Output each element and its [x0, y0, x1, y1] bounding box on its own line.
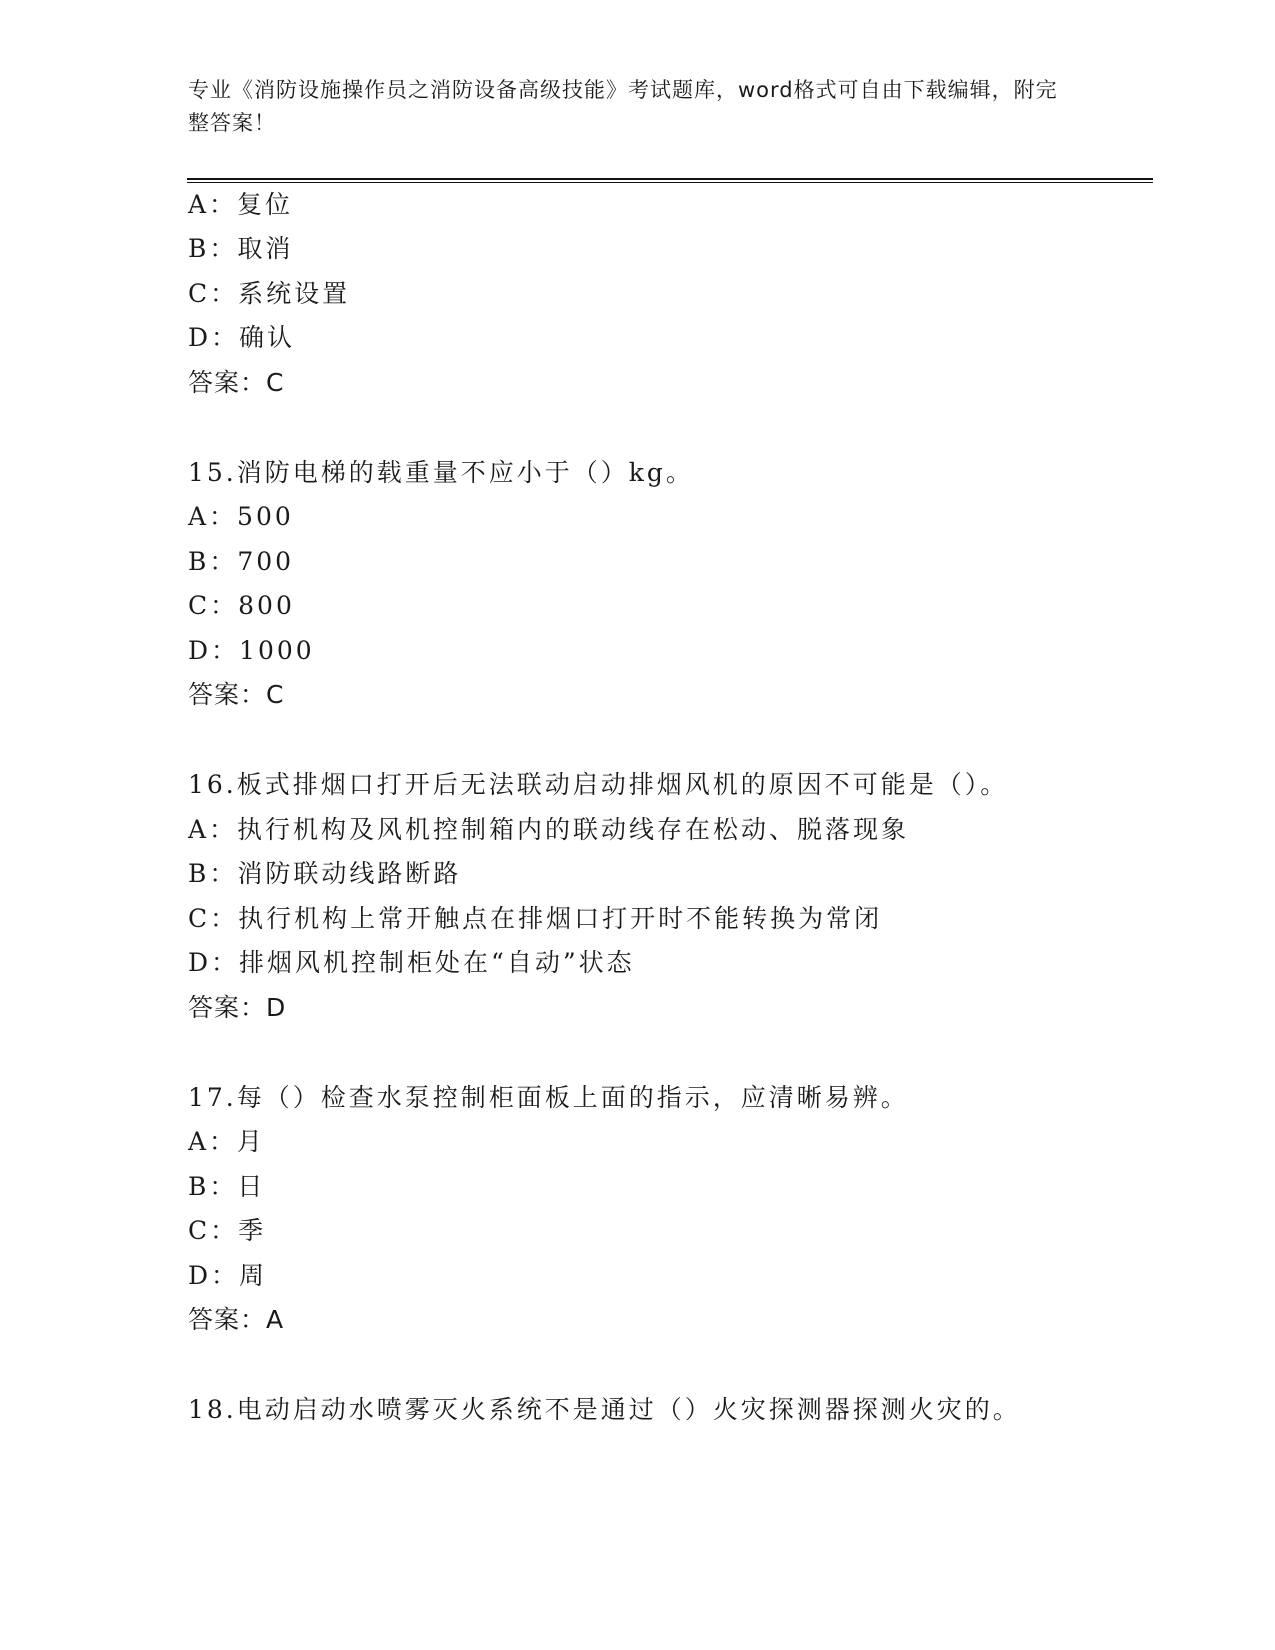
- option-a: A：执行机构及风机控制箱内的联动线存在松动、脱落现象: [188, 815, 910, 844]
- option-a: A：月: [188, 1127, 266, 1156]
- option-d: D：周: [188, 1261, 268, 1290]
- question-15: 15.消防电梯的载重量不应小于（）kg。: [188, 458, 694, 487]
- option-b: B：日: [188, 1172, 266, 1201]
- option-a: A：复位: [188, 190, 294, 219]
- answer: 答案：D: [188, 993, 287, 1022]
- question-17: 17.每（）检查水泵控制柜面板上面的指示，应清晰易辨。: [188, 1083, 909, 1112]
- header-divider-thick: [187, 178, 1153, 180]
- header-divider-thin: [187, 182, 1153, 183]
- option-d: D：1000: [188, 636, 315, 665]
- option-b: B：700: [188, 547, 295, 576]
- option-c: C：800: [188, 591, 295, 620]
- question-16: 16.板式排烟口打开后无法联动启动排烟风机的原因不可能是（）。: [188, 770, 1009, 799]
- option-d: D：确认: [188, 323, 296, 352]
- answer: 答案：C: [188, 680, 285, 709]
- option-c: C：季: [188, 1216, 267, 1245]
- option-c: C：系统设置: [188, 279, 351, 308]
- document-header: 专业《消防设施操作员之消防设备高级技能》考试题库，word格式可自由下载编辑，附完整答案！: [188, 78, 1058, 135]
- option-c: C：执行机构上常开触点在排烟口打开时不能转换为常闭: [188, 904, 883, 933]
- option-d: D：排烟风机控制柜处在“自动”状态: [188, 948, 635, 977]
- answer: 答案：C: [188, 368, 285, 397]
- answer: 答案：A: [188, 1305, 285, 1334]
- question-18: 18.电动启动水喷雾灭火系统不是通过（）火灾探测器探测火灾的。: [188, 1395, 1021, 1424]
- option-a: A：500: [188, 502, 294, 531]
- option-b: B：取消: [188, 234, 294, 263]
- option-b: B：消防联动线路断路: [188, 859, 462, 888]
